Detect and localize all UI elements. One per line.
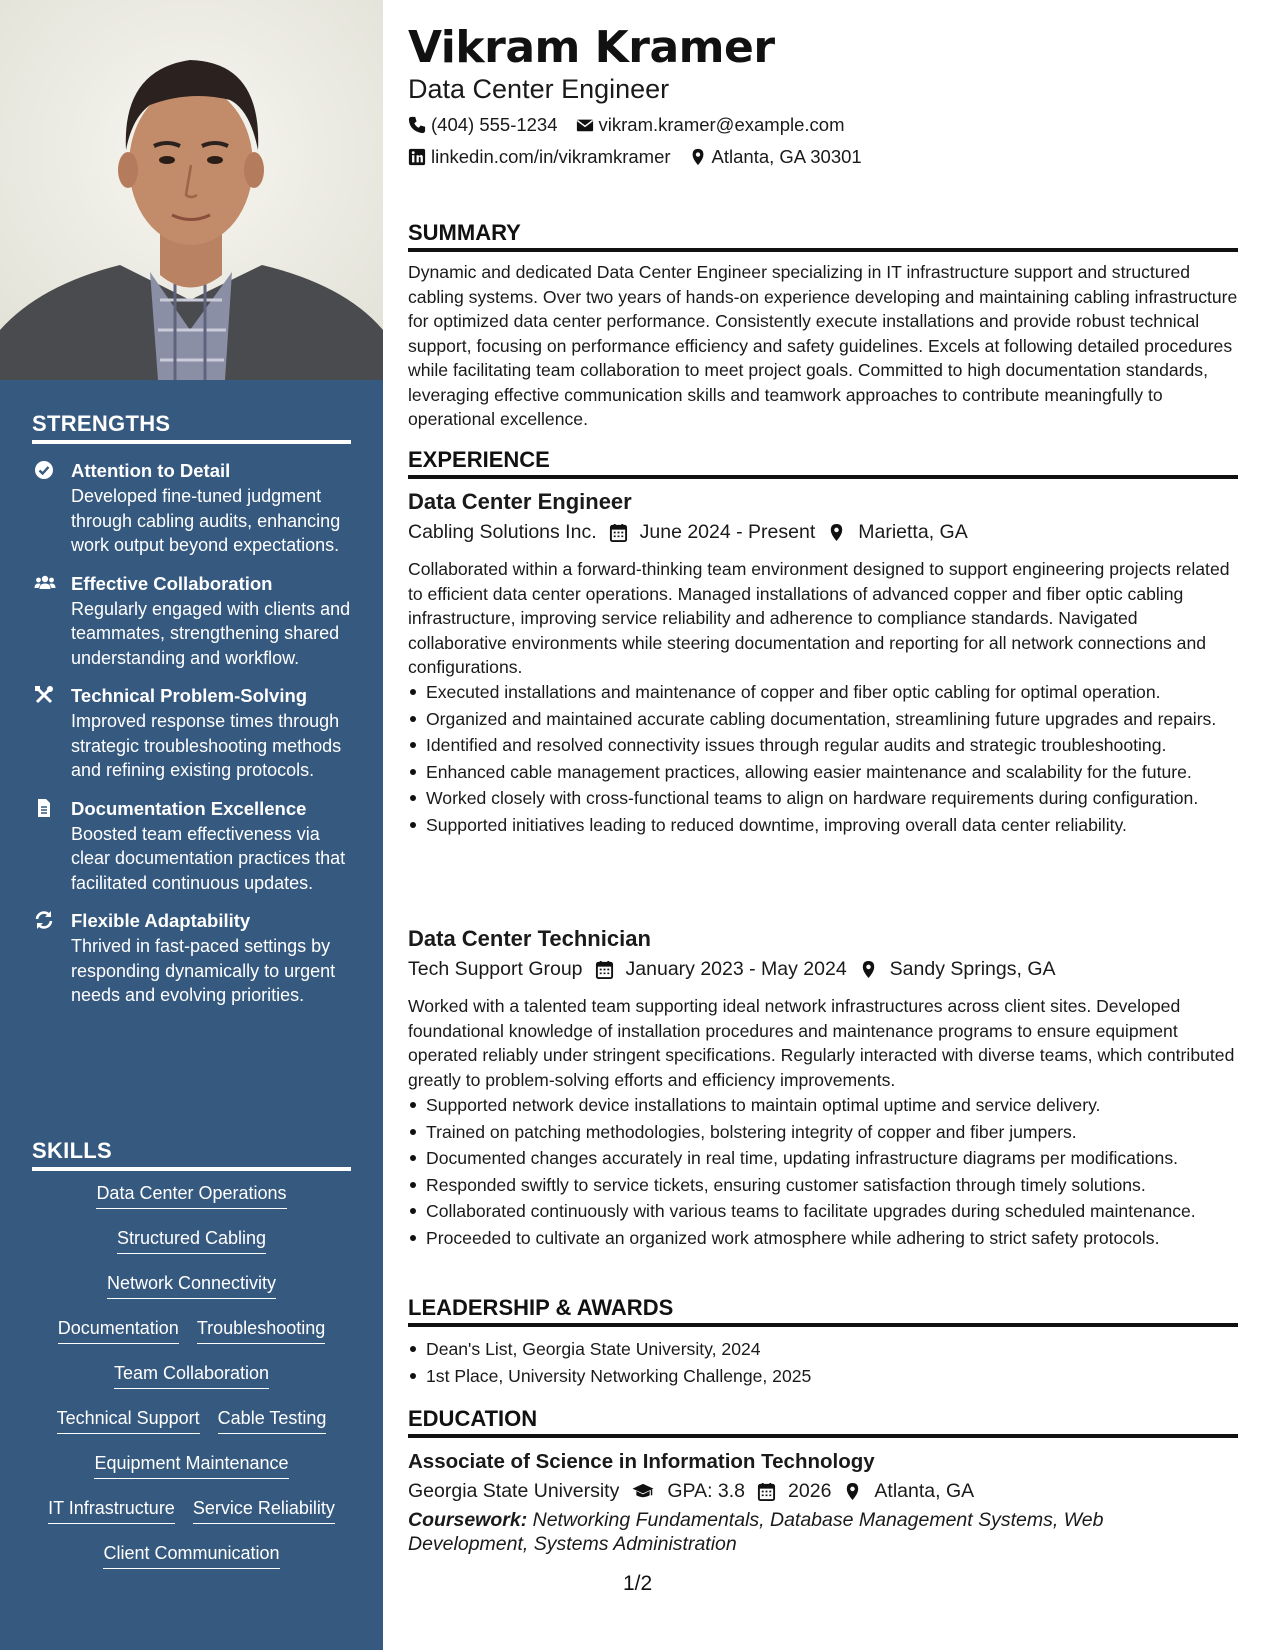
phone-text: (404) 555-1234 (431, 114, 558, 135)
map-pin-icon (689, 148, 707, 166)
check-circle-icon (34, 460, 54, 480)
awards-heading: LEADERSHIP & AWARDS (408, 1295, 1238, 1327)
contact-location (689, 146, 862, 168)
list-item: Worked closely with cross-functional teams to align on hardware requirements during configuration. (426, 786, 1256, 811)
list-item: Responded swiftly to service tickets, ensuring customer satisfaction through timely solutions. (426, 1173, 1256, 1198)
skill-tag: Cable Testing (218, 1405, 327, 1434)
strength-title: Documentation Excellence (71, 797, 307, 819)
calendar-icon (609, 523, 628, 542)
job-description: Worked with a talented team supporting ideal network infrastructures across client sites. Developed foundational knowledge of installation procedures and maintenance programs to ensure equipment operated reliably under stringent specifications. Regularly interacted with diverse teams, which contributed greatly to problem-solving efforts and efficiency improvements. (408, 996, 1235, 1090)
list-item: 1st Place, University Networking Challenge, 2025 (426, 1364, 1256, 1389)
job-title: Data Center Technician (408, 926, 651, 951)
list-item: Trained on patching methodologies, bolstering integrity of copper and fiber jumpers. (426, 1120, 1256, 1145)
skill-tag: IT Infrastructure (48, 1495, 175, 1524)
list-item: Supported initiatives leading to reduced downtime, improving overall data center reliability. (426, 813, 1256, 838)
job-dates: June 2024 - Present (639, 521, 816, 543)
list-item: Organized and maintained accurate cabling documentation, streamlining future upgrades and repairs. (426, 707, 1256, 732)
education-location: Atlanta, GA (874, 1480, 975, 1502)
education-heading: EDUCATION (408, 1406, 1238, 1438)
summary-heading: SUMMARY (408, 220, 1238, 252)
contact-row-1 (408, 114, 844, 136)
skill-tag: Data Center Operations (96, 1180, 286, 1209)
strength-description: Improved response times through strategic troubleshooting methods and refining existing protocols. (71, 711, 342, 780)
document-icon (34, 798, 54, 818)
skill-tag: Network Connectivity (107, 1270, 276, 1299)
strength-description: Thrived in fast-paced settings by responding dynamically to urgent needs and evolving priorities. (71, 936, 336, 1005)
strength-title: Effective Collaboration (71, 572, 273, 594)
strength-description: Developed fine-tuned judgment through cabling audits, enhancing work output beyond expectations. (71, 486, 341, 555)
contact-phone (408, 114, 558, 136)
job-dates: January 2023 - May 2024 (625, 958, 847, 980)
summary-text: Dynamic and dedicated Data Center Engineer specializing in IT infrastructure support and structured cabling systems. Over two years of hands-on experience developing and maintaining cabling infrastructure for optimized data center performance. Consistently execute installations and provide robust technical support, focusing on performance efficiency and safety guidelines. Excels at following detailed procedures while facilitating team collaboration to meet project goals. Committed to high documentation standards, leveraging effective communication skills and teamwork approaches to contribute meaningfully to operational excellence. (408, 262, 1238, 429)
strength-item (32, 458, 357, 558)
page-number: 1/2 (623, 1572, 653, 1595)
awards-list (408, 1337, 1256, 1390)
job-title: Data Center Engineer (408, 489, 632, 514)
map-pin-icon (843, 1482, 862, 1501)
strength-description: Regularly engaged with clients and teammates, strengthening shared understanding and workflow. (71, 598, 351, 668)
list-item: Documented changes accurately in real time, updating infrastructure diagrams per modifications. (426, 1146, 1256, 1171)
company-name: Tech Support Group (408, 958, 583, 980)
list-item: Identified and resolved connectivity issues through regular audits and strategic troubleshooting. (426, 733, 1256, 758)
contact-email[interactable] (576, 114, 845, 136)
tools-icon (34, 685, 54, 705)
map-pin-icon (827, 523, 846, 542)
graduation-year: 2026 (788, 1480, 832, 1502)
skill-tag: Documentation (58, 1315, 179, 1344)
phone-icon (408, 116, 426, 134)
skill-tag: Team Collaboration (114, 1360, 269, 1389)
job-description: Collaborated within a forward-thinking team environment designed to support engineering projects related to efficient data center operations. Managed installations of advanced copper and fiber optic cabling infrastructure, improving service reliability and adherence to compliance standards. Navigated collaborative environments while steering documentation and reporting for all network connections and configurations. (408, 559, 1230, 677)
gpa-text: GPA: 3.8 (667, 1480, 746, 1502)
sync-icon (34, 910, 54, 930)
contact-row-2 (408, 146, 862, 168)
calendar-icon (595, 960, 614, 979)
strength-title: Flexible Adaptability (71, 910, 251, 931)
strengths-list (32, 458, 357, 1021)
list-item: Enhanced cable management practices, allowing easier maintenance and scalability for the future. (426, 760, 1256, 785)
strength-item (32, 908, 357, 1008)
calendar-icon (757, 1482, 776, 1501)
skills-heading: SKILLS (32, 1138, 351, 1171)
graduation-cap-icon (631, 1482, 655, 1501)
strength-item (32, 683, 357, 783)
skill-tag: Service Reliability (193, 1495, 335, 1524)
candidate-name: Vikram Kramer (408, 22, 775, 73)
coursework-text: Networking Fundamentals, Database Management Systems, Web Development, Systems Administration (408, 1509, 1104, 1555)
strength-title: Attention to Detail (71, 460, 231, 481)
strength-item (32, 796, 357, 896)
users-icon (34, 573, 54, 593)
contact-linkedin[interactable] (408, 146, 671, 168)
skill-tag: Technical Support (57, 1405, 200, 1434)
envelope-icon (576, 116, 594, 134)
coursework-label: Coursework: (408, 1509, 528, 1531)
linkedin-icon (408, 148, 426, 166)
sidebar (0, 0, 383, 1650)
skill-tag: Equipment Maintenance (94, 1450, 288, 1479)
experience-heading: EXPERIENCE (408, 447, 1238, 479)
school-name: Georgia State University (408, 1480, 620, 1502)
coursework (408, 1508, 1228, 1556)
list-item: Supported network device installations to maintain optimal uptime and service delivery. (426, 1093, 1256, 1118)
strength-description: Boosted team effectiveness via clear documentation practices that facilitated continuous updates. (71, 823, 346, 893)
map-pin-icon (859, 960, 878, 979)
job-bullets (408, 680, 1256, 839)
skill-tag: Troubleshooting (197, 1315, 325, 1344)
education-meta (408, 1480, 974, 1503)
skills-list (32, 1180, 351, 1585)
strength-title: Technical Problem-Solving (71, 685, 308, 706)
email-text[interactable]: vikram.kramer@example.com (598, 114, 845, 135)
job-bullets (408, 1093, 1256, 1252)
location-text: Atlanta, GA 30301 (711, 146, 862, 167)
degree-title: Associate of Science in Information Technology (408, 1450, 875, 1473)
strengths-heading: STRENGTHS (32, 411, 351, 444)
skill-tag: Structured Cabling (117, 1225, 266, 1254)
job-location: Sandy Springs, GA (889, 958, 1056, 980)
job-location: Marietta, GA (858, 521, 968, 543)
strength-item (32, 571, 357, 671)
list-item: Proceeded to cultivate an organized work atmosphere while adhering to strict safety protocols. (426, 1226, 1256, 1251)
linkedin-text[interactable]: linkedin.com/in/vikramkramer (431, 146, 671, 167)
profile-photo (0, 0, 383, 380)
skill-tag: Client Communication (103, 1540, 279, 1569)
company-name: Cabling Solutions Inc. (408, 521, 597, 543)
list-item: Executed installations and maintenance of copper and fiber optic cabling for optimal operation. (426, 680, 1256, 705)
list-item: Dean's List, Georgia State University, 2024 (426, 1337, 1256, 1362)
job-meta (408, 958, 1056, 981)
job-meta (408, 521, 968, 544)
list-item: Collaborated continuously with various teams to facilitate upgrades during scheduled maintenance. (426, 1199, 1256, 1224)
candidate-role: Data Center Engineer (408, 74, 670, 104)
